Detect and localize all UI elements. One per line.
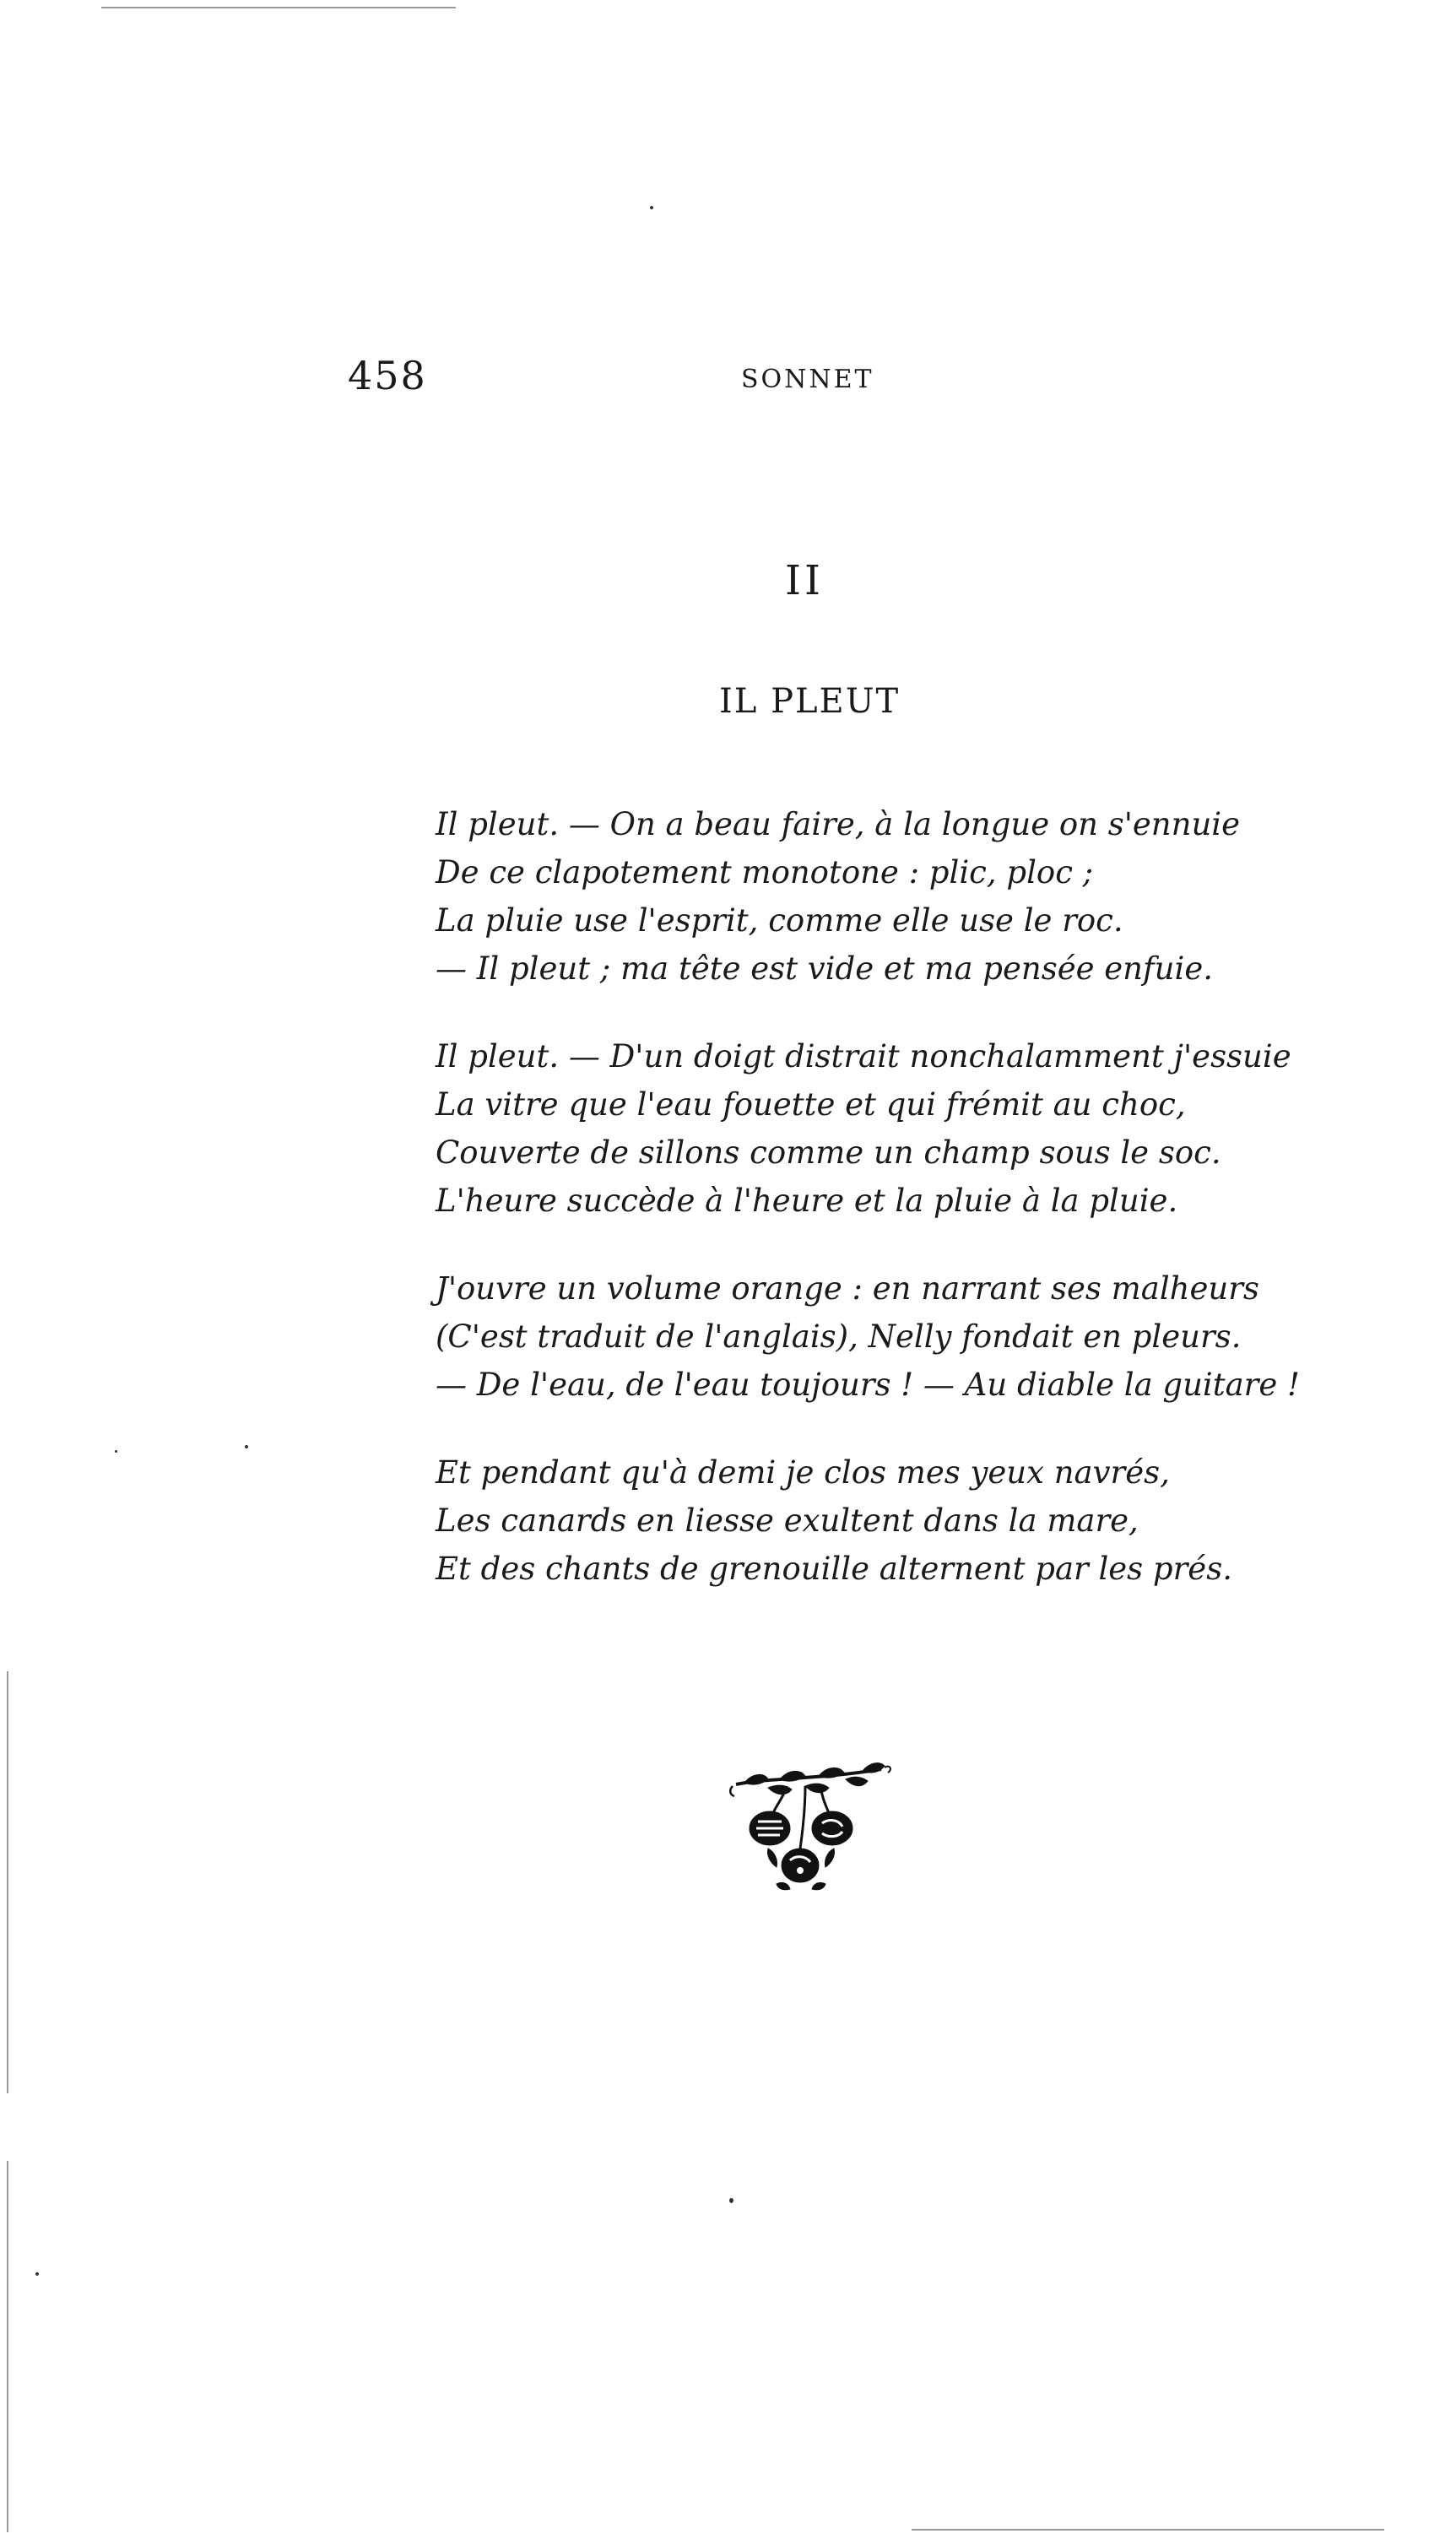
edge-dash <box>7 1671 8 2093</box>
speck <box>35 2272 39 2276</box>
speck <box>115 1450 117 1453</box>
page-number: 458 <box>348 353 427 398</box>
verse-line: La pluie use l'esprit, comme elle use le roc. <box>436 902 1123 939</box>
verse-line: La vitre que l'eau fouette et qui frémit au choc, <box>436 1086 1186 1123</box>
speck <box>729 2198 733 2203</box>
verse-line: Il pleut. — On a beau faire, à la longue on s'ennuie <box>436 806 1241 842</box>
stanza-3 <box>436 1264 1300 1409</box>
verse-line: — De l'eau, de l'eau toujours ! — Au diable la guitare ! <box>436 1367 1300 1403</box>
poem <box>436 800 1300 1593</box>
section-numeral: II <box>785 557 824 604</box>
verse-line: Couverte de sillons comme un champ sous le soc. <box>436 1134 1221 1171</box>
stanza-4 <box>436 1448 1280 1593</box>
speck <box>650 206 653 209</box>
verse-line: Il pleut. — D'un doigt distrait nonchalamment j'essuie <box>436 1038 1291 1075</box>
poem-title: IL PLEUT <box>719 682 901 721</box>
fleuron-graphic <box>728 1761 896 1896</box>
verse-line: Les canards en liesse exultent dans la mare, <box>436 1502 1139 1539</box>
stanza-1 <box>436 800 1280 993</box>
verse-line: J'ouvre un volume orange : en narrant ses malheurs <box>436 1270 1259 1307</box>
verse-line: — Il pleut ; ma tête est vide et ma pensée enfuie. <box>436 950 1213 987</box>
verse-line: De ce clapotement monotone : plic, ploc ; <box>436 854 1094 891</box>
stanza-2 <box>436 1032 1291 1225</box>
verse-line: Et des chants de grenouille alternent par les prés. <box>436 1551 1232 1587</box>
verse-line: (C'est traduit de l'anglais), Nelly fondait en pleurs. <box>436 1318 1242 1355</box>
speck <box>245 1445 248 1448</box>
edge-dash <box>7 2161 8 2532</box>
edge-dash <box>101 7 456 8</box>
edge-dash <box>912 2529 1384 2531</box>
running-head: SONNET <box>741 365 874 394</box>
verse-line: Et pendant qu'à demi je clos mes yeux navrés, <box>436 1454 1170 1491</box>
fleuron-icon <box>728 1761 896 1896</box>
verse-line: L'heure succède à l'heure et la pluie à la pluie. <box>436 1183 1178 1219</box>
